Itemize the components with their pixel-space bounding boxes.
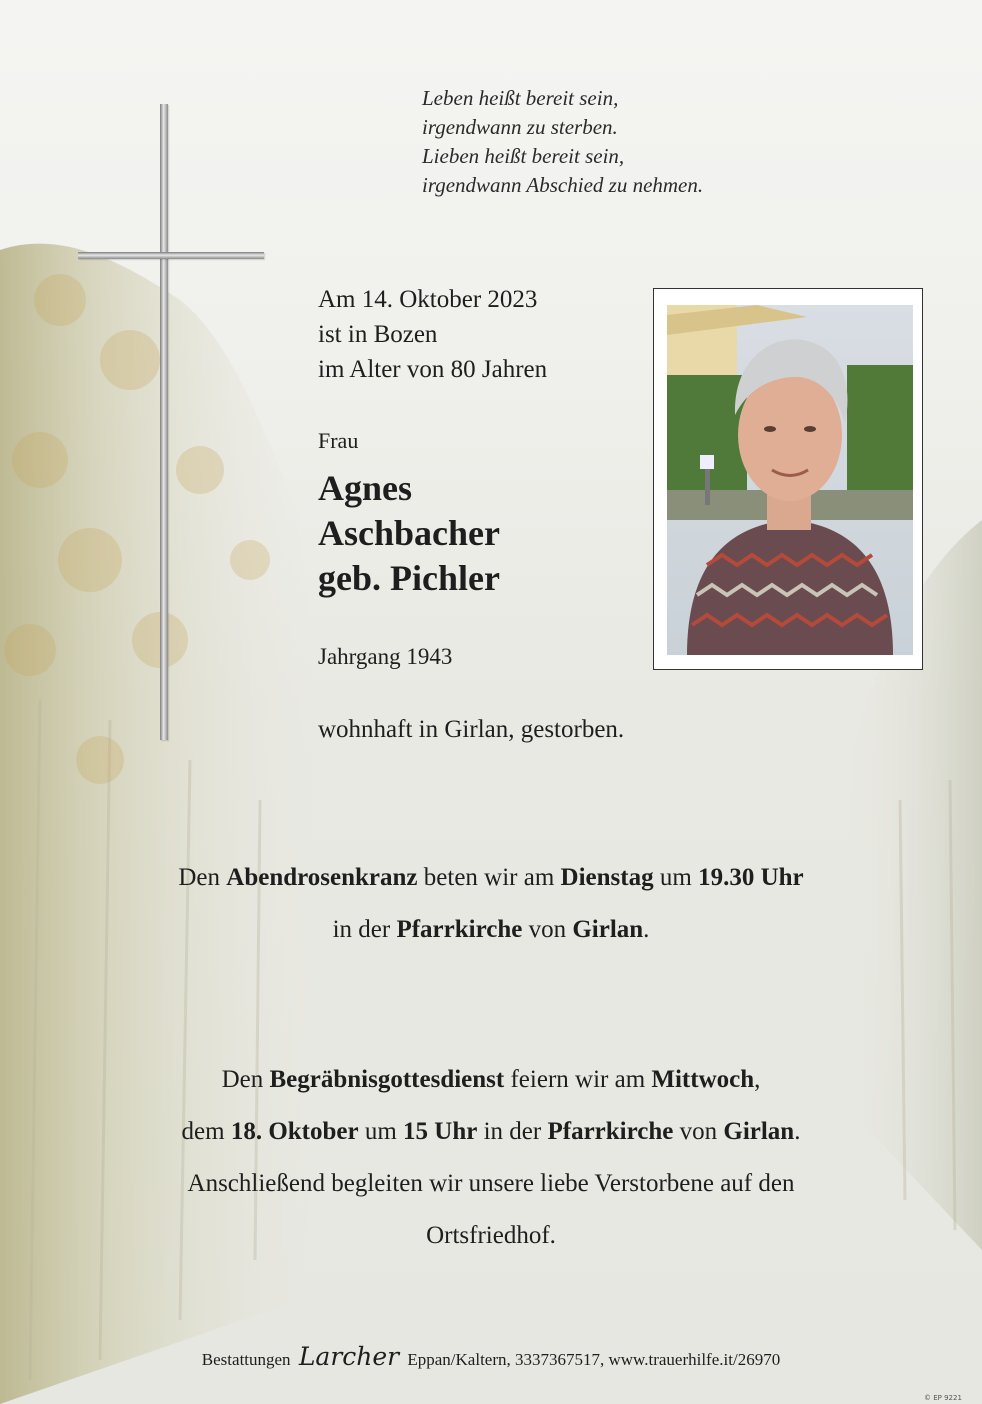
funeral-line-4: Ortsfriedhof.: [426, 1222, 556, 1249]
deceased-name: [318, 466, 500, 601]
portrait-photo: [667, 305, 913, 655]
rosary-line-1: Den Abendrosenkranz beten wir am Dienstag um 19.30 Uhr: [178, 864, 804, 891]
print-code: © EP 9221: [924, 1394, 962, 1402]
footer-prefix: Bestattungen: [201, 1350, 291, 1369]
death-date: Am 14. Oktober 2023: [318, 286, 538, 313]
funeral-service-info: [0, 1054, 982, 1262]
residence: wohnhaft in Girlan, gestorben.: [318, 716, 625, 743]
funeral-line-2: dem 18. Oktober um 15 Uhr in der Pfarrkirche von Girlan.: [181, 1118, 801, 1145]
funeral-line-3: Anschließend begleiten wir unsere liebe Verstorbene auf den: [187, 1170, 795, 1197]
cross-icon: [78, 104, 264, 744]
last-name: Aschbacher: [318, 513, 500, 553]
death-age: im Alter von 80 Jahren: [318, 356, 548, 383]
funeral-home-footer: [0, 1342, 982, 1371]
quote-line: irgendwann Abschied zu nehmen.: [422, 173, 704, 197]
death-place: ist in Bozen: [318, 321, 438, 348]
salutation: Frau: [318, 428, 359, 453]
quote-line: Lieben heißt bereit sein,: [422, 144, 625, 168]
funeral-line-1: Den Begräbnisgottesdienst feiern wir am Mittwoch,: [221, 1066, 761, 1093]
first-name: Agnes: [318, 468, 413, 508]
maiden-name: geb. Pichler: [318, 558, 500, 598]
death-announcement: [318, 282, 547, 387]
memorial-quote: [422, 84, 703, 200]
portrait-photo-frame: [653, 288, 923, 670]
rosary-line-2: in der Pfarrkirche von Girlan.: [332, 916, 650, 943]
quote-line: Leben heißt bereit sein,: [422, 86, 619, 110]
quote-line: irgendwann zu sterben.: [422, 115, 618, 139]
footer-contact: Eppan/Kaltern, 3337367517, www.trauerhilfe.it/26970: [407, 1350, 781, 1369]
funeral-home-logo: Larcher: [298, 1342, 400, 1371]
birth-year: Jahrgang 1943: [318, 644, 453, 669]
